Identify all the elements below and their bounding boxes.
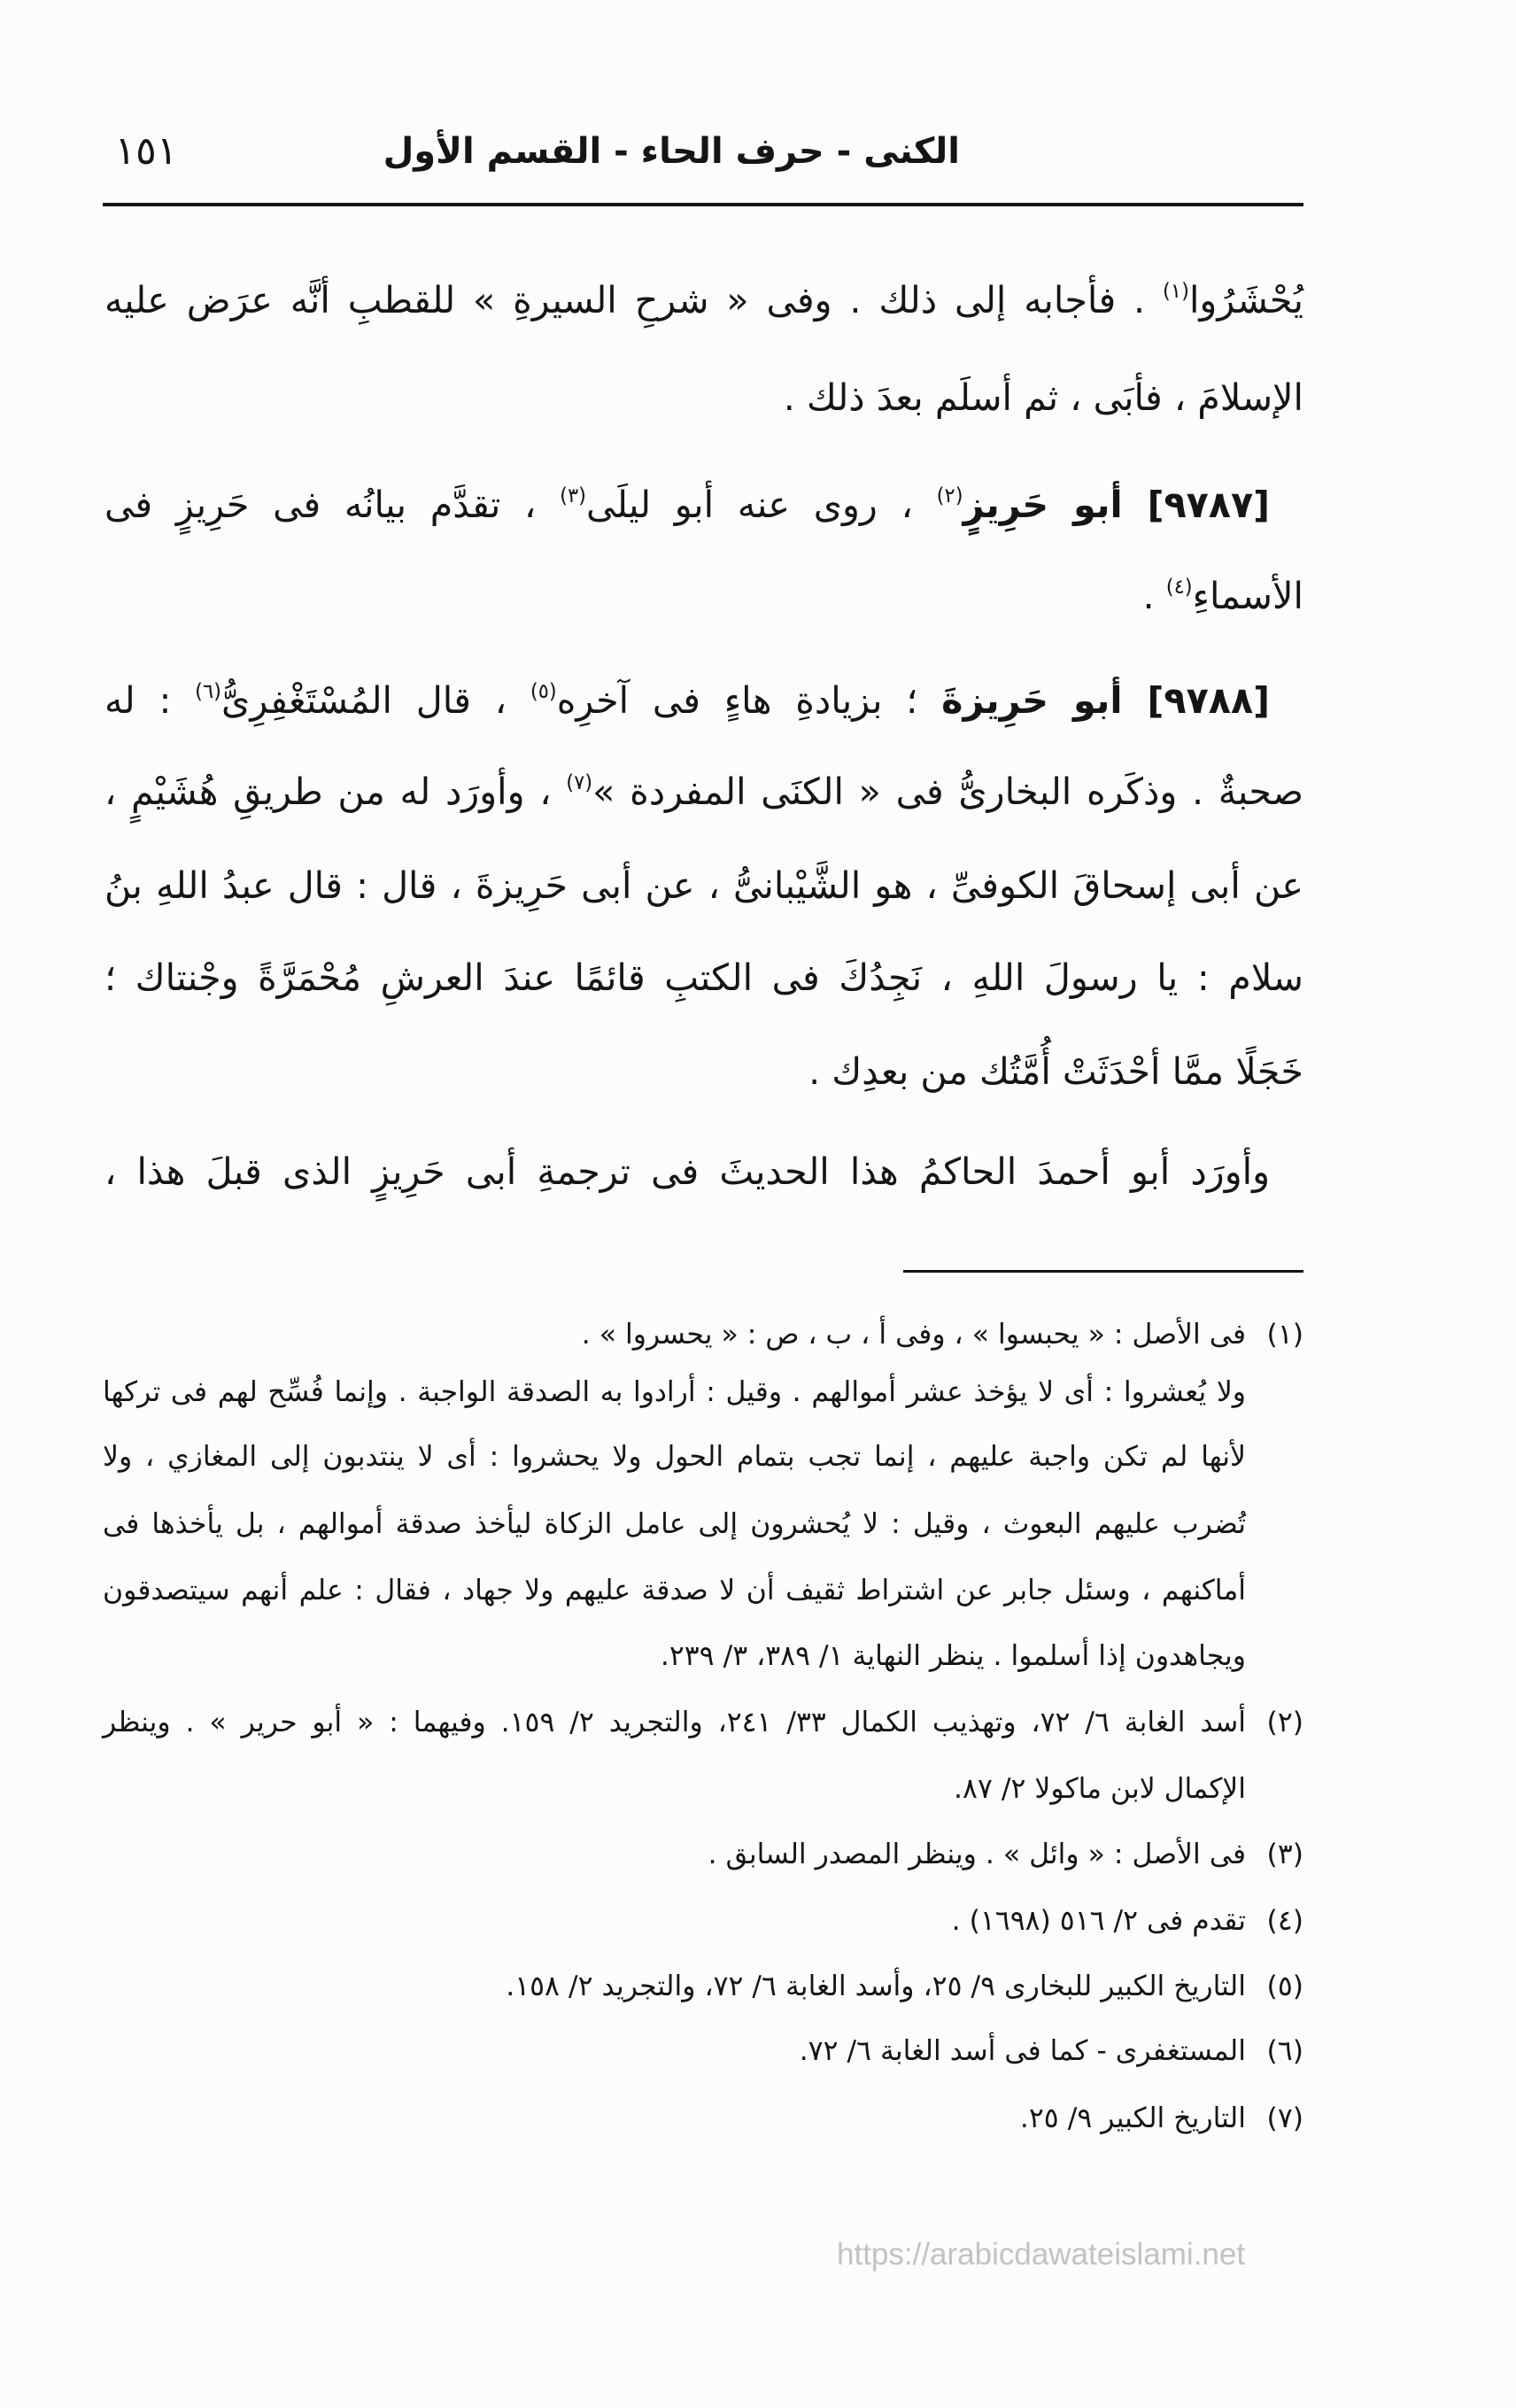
- text-run: خَجَلًا ممَّا أحْدَثَتْ أُمَّتُك من بعدِك .: [808, 1050, 1303, 1093]
- footnote-text: المستغفرى - كما فى أسد الغابة ٦/ ٧٢.: [799, 2035, 1246, 2067]
- text-run: ، وأورَد له من طريقِ هُشَيْمٍ ،: [104, 770, 567, 813]
- text-run: يُحْشَرُوا: [1188, 279, 1303, 321]
- text-run: ، روى عنه أبو ليلَى: [586, 484, 937, 526]
- text-run: ، تقدَّم بيانُه فى حَرِيزٍ فى: [104, 484, 561, 526]
- text-run: وأورَد أبو أحمدَ الحاكمُ هذا الحديثَ فى ترجمةِ أبى حَرِيزٍ الذى قبلَ هذا ،: [104, 1150, 1270, 1193]
- footnote-ref: (٣): [560, 484, 587, 507]
- footnote-text: فى الأصل : « وائل » . وينظر المصدر السابق .: [708, 1839, 1246, 1870]
- text-run: عن أبى إسحاقَ الكوفىِّ ، هو الشَّيْبانىُّ ، عن أبى حَرِيزةَ ، قال : قال عبدُ اللهِ بنُ: [104, 864, 1303, 907]
- text-run: ، قال المُسْتَغْفِرِىُّ: [221, 679, 530, 722]
- footnote-line: [103, 1491, 1246, 1557]
- footnote-text: الإكمال لابن ماكولا ٢/ ٨٧.: [954, 1773, 1246, 1805]
- text-run: الإسلامَ ، فأبَى ، ثم أسلَم بعدَ ذلك .: [783, 376, 1303, 419]
- page-number: ١٥١: [114, 128, 178, 174]
- text-run: الأسماءِ: [1192, 575, 1303, 617]
- footnote-line: [103, 2086, 1303, 2151]
- footnote-line: [103, 1954, 1303, 2019]
- footnote-text: ولا يُعشروا : أى لا يؤخذ عشر أموالهم . وقيل : أرادوا به الصدقة الواجبة . وإنما فُسِّح لهم فى تركها: [103, 1376, 1246, 1408]
- footnote-text: التاريخ الكبير للبخارى ٩/ ٢٥، وأسد الغابة ٦/ ٧٢، والتجريد ٢/ ١٥٨.: [506, 1971, 1246, 2002]
- footnote-ref: (٧): [566, 770, 593, 794]
- footnote-number: (٦): [1266, 2035, 1303, 2067]
- text-run: . فأجابه إلى ذلك . وفى « شرحِ السيرةِ » للقطبِ أنَّه عرَض عليه: [104, 279, 1164, 321]
- text-run: .: [1142, 575, 1166, 617]
- footnote-ref: (١): [1163, 279, 1189, 303]
- footnote-line: [103, 1302, 1303, 1367]
- watermark: https://arabicdawateislami.net: [837, 2237, 1246, 2272]
- footnote-line: [103, 1623, 1246, 1689]
- footnote-line: [103, 1359, 1246, 1425]
- footnote-number: (٥): [1266, 1971, 1303, 2002]
- footnote-number: (٣): [1266, 1839, 1303, 1870]
- footnote-line: [103, 1424, 1246, 1490]
- footnote-ref: (٤): [1165, 575, 1193, 599]
- footnote-ref: (٢): [936, 484, 963, 507]
- footnote-line: [103, 2018, 1303, 2084]
- footnote-ref: (٦): [195, 679, 222, 703]
- footnote-number: (٤): [1266, 1905, 1303, 1937]
- footnote-line: [103, 1756, 1246, 1822]
- footnote-text: فى الأصل : « يحبسوا » ، وفى أ ، ب ، ص : « يحسروا » .: [581, 1319, 1246, 1351]
- footnote-text: ويجاهدون إذا أسلموا . ينظر النهاية ١/ ٣٨٩، ٣/ ٢٣٩.: [660, 1640, 1246, 1672]
- footnote-text: تُضرب عليهم البعوث ، وقيل : لا يُحشرون إلى عامل الزكاة ليأخذ صدقة أموالهم ، بل يأخذها فى: [103, 1508, 1246, 1540]
- text-run: ؛ بزيادةِ هاءٍ فى آخرِه: [556, 679, 942, 722]
- footnote-text: أماكنهم ، وسئل جابر عن اشتراط ثقيف أن لا صدقة عليهم ولا جهاد ، فقال : علم أنهم سيتصدقون: [103, 1575, 1246, 1607]
- footnote-number: (٧): [1266, 2102, 1303, 2134]
- footnote-line: [103, 1822, 1303, 1887]
- running-title: الكنى - حرف الحاء - القسم الأول: [383, 131, 960, 172]
- footnote-line: [103, 1888, 1303, 1954]
- footnote-ref: (٥): [530, 679, 557, 703]
- entry-heading: [٩٧٨٧] أبو حَرِيزٍ: [963, 484, 1271, 526]
- footnote-line: [103, 1690, 1303, 1755]
- entry-heading: [٩٧٨٨] أبو حَرِيزةَ: [941, 679, 1270, 722]
- footnote-text: أسد الغابة ٦/ ٧٢، وتهذيب الكمال ٣٣/ ٢٤١، والتجريد ٢/ ١٥٩. وفيهما : « أبو حرير » . وينظر: [103, 1707, 1247, 1738]
- footnote-text: التاريخ الكبير ٩/ ٢٥.: [1019, 2102, 1246, 2134]
- footnote-number: (١): [1266, 1319, 1303, 1351]
- footnote-number: (٢): [1266, 1707, 1303, 1738]
- footnote-text: تقدم فى ٢/ ٥١٦ (١٦٩٨) .: [951, 1905, 1246, 1937]
- footnote-line: [103, 1558, 1246, 1623]
- footnote-text: لأنها لم تكن واجبة عليهم ، إنما تجب بتمام الحول ولا يحشروا : أى لا ينتدبون إلى المغازي ، ولا: [103, 1441, 1246, 1473]
- text-run: سلام : يا رسولَ اللهِ ، نَجِدُكَ فى الكتبِ قائمًا عندَ العرشِ مُحْمَرَّةً وجْنتاك ؛: [104, 956, 1303, 999]
- text-run: : له: [104, 679, 196, 722]
- text-run: صحبةٌ . وذكَره البخارىُّ فى « الكنَى المفردة »: [592, 770, 1303, 813]
